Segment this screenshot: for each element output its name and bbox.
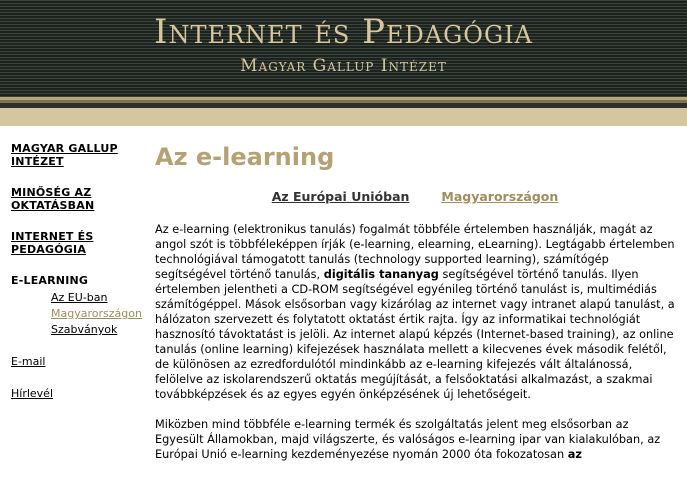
paragraph-text: Az e-learning (elektronikus tanulás) fogalmát többféle értelemben használják, magát az angol szót is többféleképpen írják (e-learning, elearning, eLearning). Legtágabb értelemben technológiával támogatott tanulás (technology supported learning), számítógép segítségével történő tanulás, [155, 223, 675, 281]
sidebar-item-label: OKTATÁSBAN [11, 199, 95, 212]
site-title: Internet és Pedagógia [154, 12, 533, 52]
region-tabs [155, 189, 675, 204]
newsletter-link[interactable]: Hírlevél [11, 387, 54, 400]
main-content [155, 142, 675, 462]
tab-european-union[interactable]: Az Európai Unióban [271, 189, 410, 204]
sidebar-item-label: INTÉZET [11, 155, 64, 168]
sidebar-nav [11, 142, 151, 400]
sidebar-item-label: MINŐSÉG AZ [11, 186, 92, 199]
subnav [51, 290, 151, 338]
subnav-item-szabvanyok[interactable]: Szabványok [51, 323, 118, 336]
paragraph-intro [155, 222, 675, 402]
sidebar-item-label: MAGYAR GALLUP [11, 142, 118, 155]
site-subtitle: Magyar Gallup Intézet [240, 56, 447, 76]
paragraph-emphasis: digitális tananyag [323, 268, 439, 281]
page-title: Az e-learning [155, 143, 335, 171]
paragraph-second [155, 417, 675, 462]
tab-hungary[interactable]: Magyarországon [441, 189, 559, 204]
sidebar-item-e-learning: E-LEARNING [11, 274, 89, 287]
sidebar-item-label: INTERNET ÉS [11, 230, 94, 243]
sidebar-item-minoseg[interactable] [11, 186, 151, 212]
paragraph-text: segítségével történő tanulás. Ilyen értelemben jelentheti a CD-ROM segítségével egyénileg történő tanulást is, multimédiás számítógéppel. Mások elsősorban vagy kizárólag az internet vagy intranet alapú tanulást, a hálózaton szervezett és folytatott oktatást értik rajta. Így az informatikai technológiát hasznosító távoktatást is jelöli. Az internet alapú képzés (Internet-based training), az online tanulás (online learning) kifejezések használata mellett a kilecvenes évek második felétől, de különösen az ezredfordulótól mindinkább az e-learning kifejezés vált általánossá, felölelve az iskolarendszerű oktatás megújítását, a felsőoktatási alkalmazást, a szakmai továbbképzések és az egyes egyén önképzésének új lehetőségeit. [155, 268, 675, 401]
subnav-item-magyarorszagon[interactable]: Magyarországon [51, 307, 142, 320]
sidebar-item-label: PEDAGÓGIA [11, 243, 87, 256]
paragraph-text: Miközben mind többféle e-learning termék és szolgáltatás jelent meg elsősorban az Egyesült Államokban, majd világszerte, és valóságos e-learning ipar van kialakulóban, az Európai Unió e-learning kezdeményezése nyomán 2000 óta fokozatosan [155, 418, 661, 461]
header-banner [0, 0, 687, 108]
sidebar-item-internet-pedagogia[interactable] [11, 230, 151, 256]
paragraph-emphasis: az [567, 448, 582, 461]
subnav-item-eu[interactable]: Az EU-ban [51, 291, 108, 304]
email-link[interactable]: E-mail [11, 355, 46, 368]
sidebar-item-magyar-gallup[interactable] [11, 142, 151, 168]
header-band [0, 108, 687, 126]
